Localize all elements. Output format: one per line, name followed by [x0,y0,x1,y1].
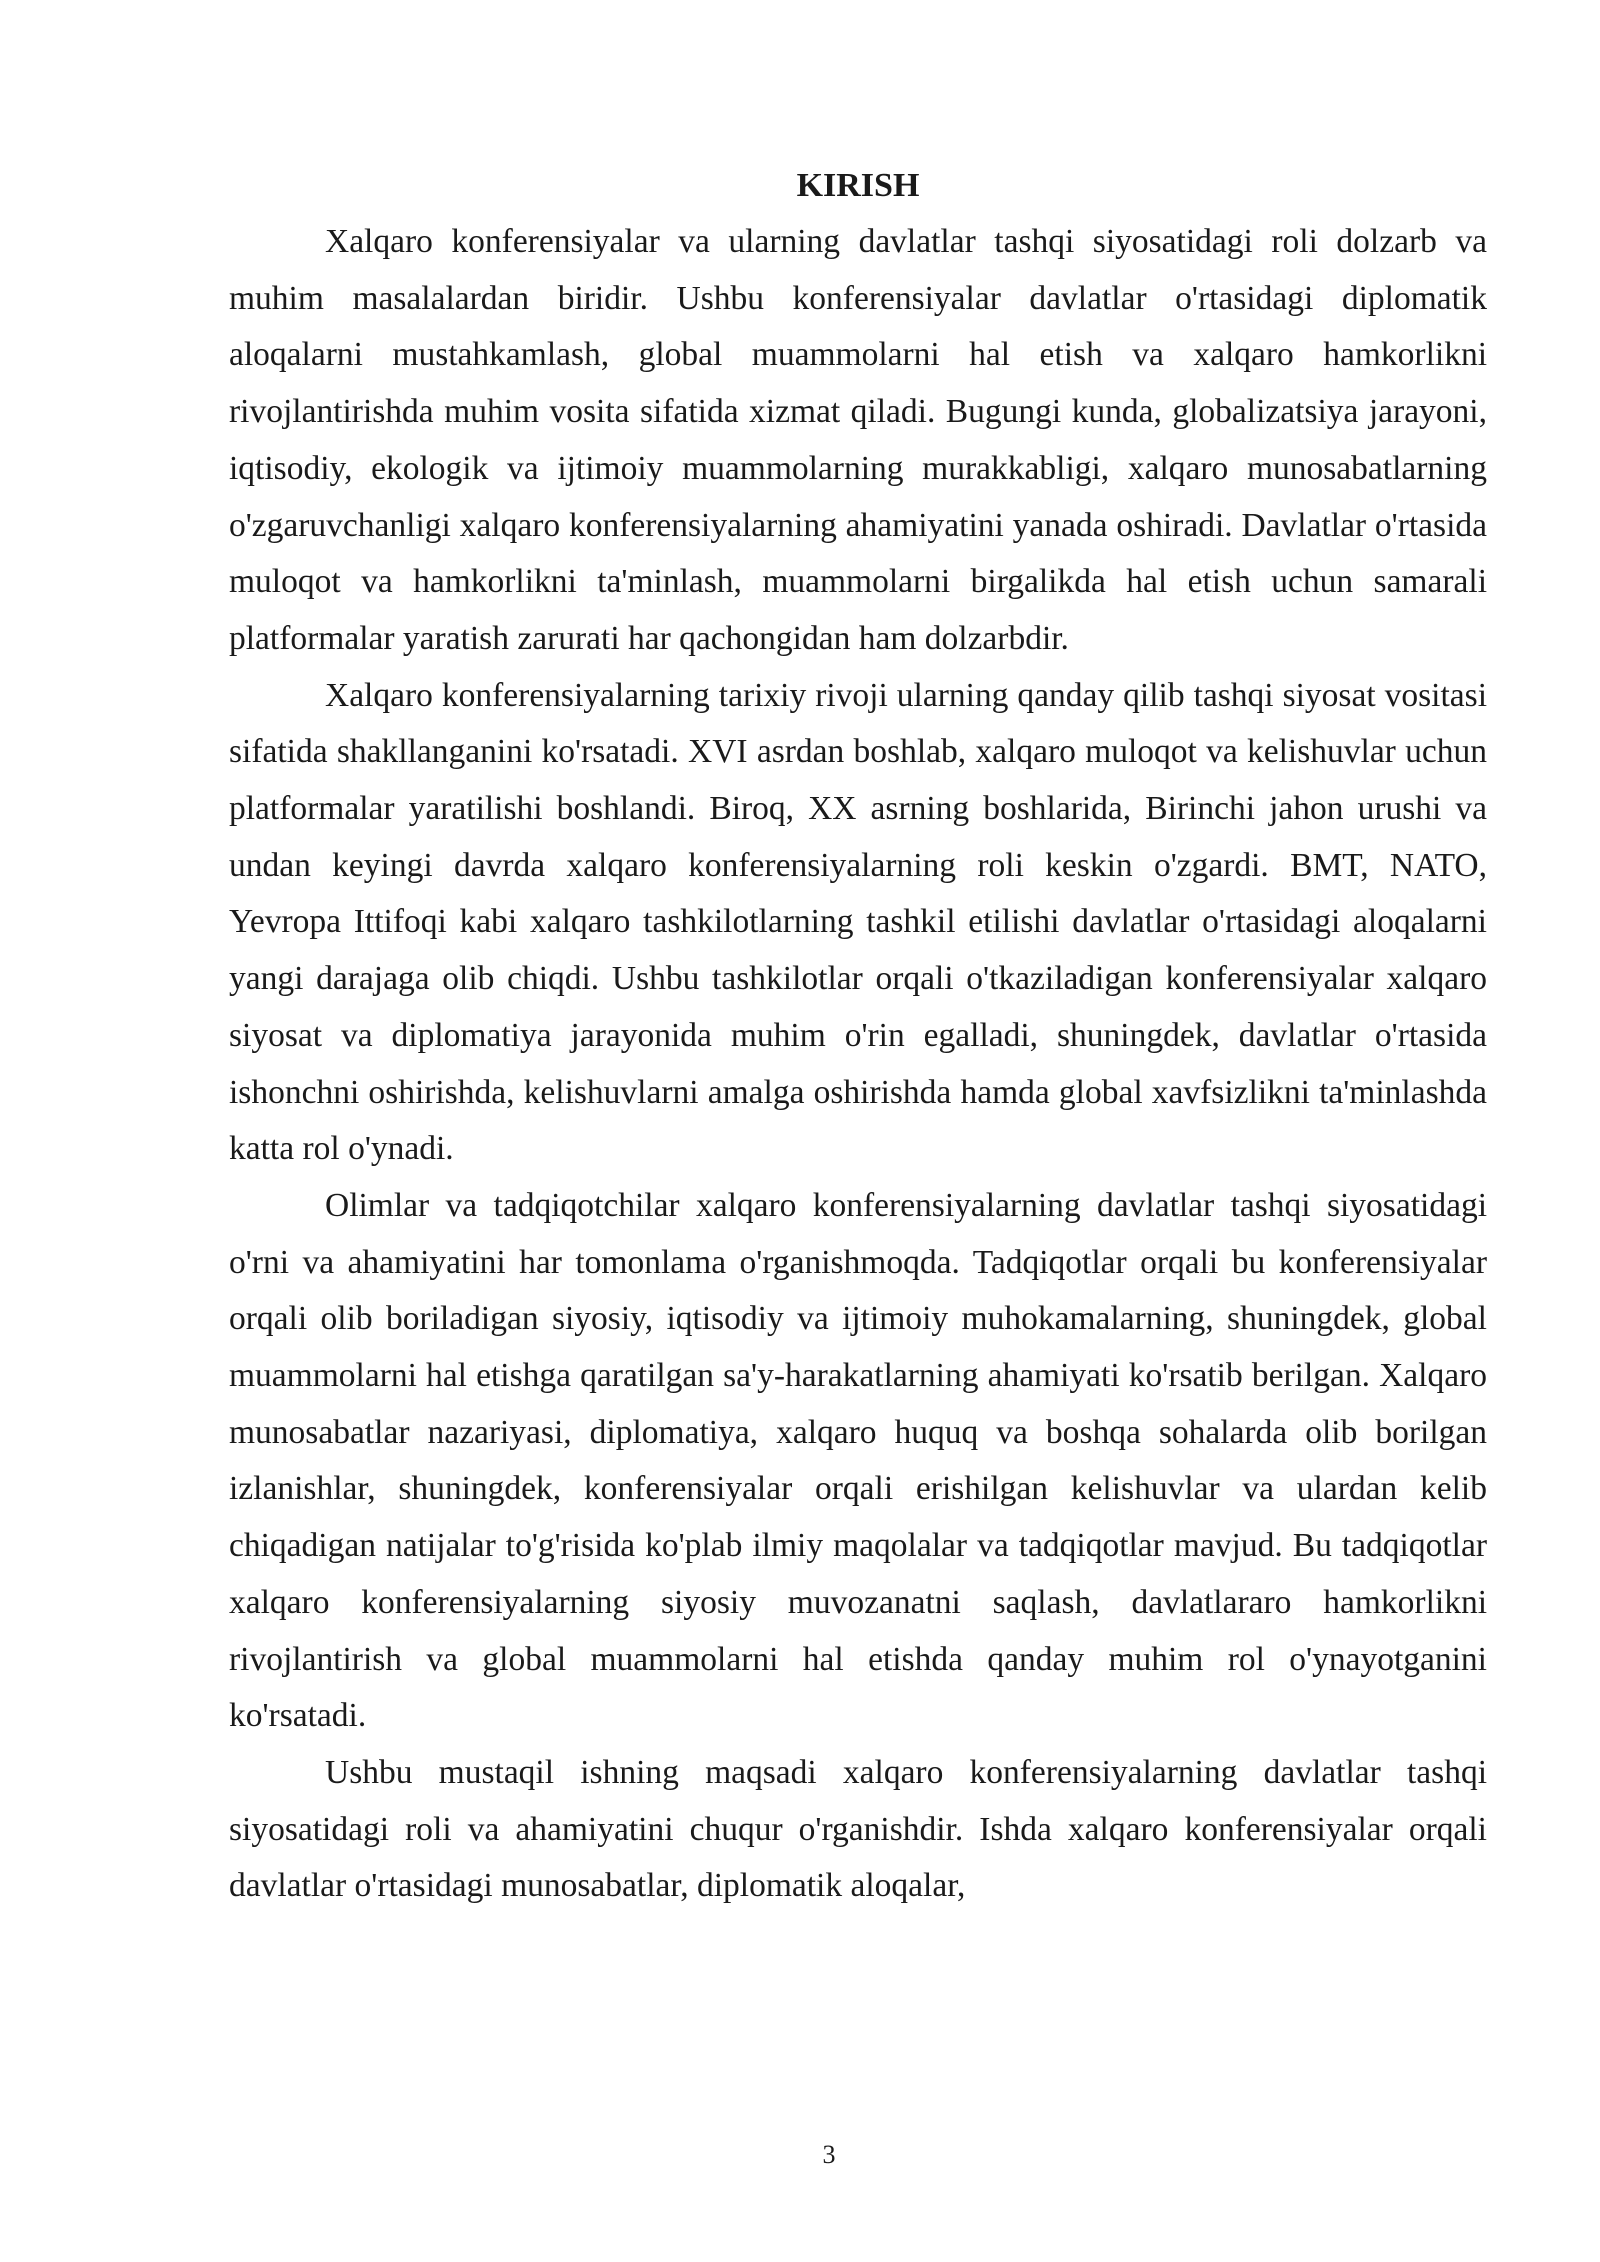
section-title: KIRISH [796,167,920,204]
paragraph-2: Xalqaro konferensiyalarning tarixiy rivoji ularning qanday qilib tashqi siyosat vositasi sifatida shakllanganini ko'rsatadi. XVI asrdan boshlab, xalqaro muloqot va kelishuvlar uchun platformalar yaratilishi boshlandi. Biroq, XX asrning boshlarida, Birinchi jahon urushi va undan keyingi davrda xalqaro konferensiyalarning roli keskin o'zgardi. BMT, NATO, Yevropa Ittifoqi kabi xalqaro tashkilotlarning tashkil etilishi davlatlar o'rtasidagi aloqalarni yangi darajaga olib chiqdi. Ushbu tashkilotlar orqali o'tkaziladigan konferensiyalar xalqaro siyosat va diplomatiya jarayonida muhim o'rin egalladi, shuningdek, davlatlar o'rtasida ishonchni oshirishda, kelishuvlarni amalga oshirishda hamda global xavfsizlikni ta'minlashda katta rol o'ynadi. [229,676,1487,1168]
page-number: 3 [822,2140,836,2169]
paragraph-4: Ushbu mustaqil ishning maqsadi xalqaro konferensiyalarning davlatlar tashqi siyosatidagi roli va ahamiyatini chuqur o'rganishdir. Ishda xalqaro konferensiyalar orqali davlatlar o'rtasidagi munosabatlar, diplomatik aloqalar, [229,1753,1487,1905]
paragraph-3: Olimlar va tadqiqotchilar xalqaro konferensiyalarning davlatlar tashqi siyosatidagi o'rni va ahamiyatini har tomonlama o'rganishmoqda. Tadqiqotlar orqali bu konferensiyalar orqali olib boriladigan siyosiy, iqtisodiy va ijtimoiy muhokamalarning, shuningdek, global muammolarni hal etishga qaratilgan sa'y-harakatlarning ahamiyati ko'rsatib berilgan. Xalqaro munosabatlar nazariyasi, diplomatiya, xalqaro huquq va boshqa sohalarda olib borilgan izlanishlar, shuningdek, konferensiyalar orqali erishilgan kelishuvlar va ulardan kelib chiqadigan natijalar to'g'risida ko'plab ilmiy maqolalar va tadqiqotlar mavjud. Bu tadqiqotlar xalqaro konferensiyalarning siyosiy muvozanatni saqlash, davlatlararo hamkorlikni rivojlantirish va global muammolarni hal etishda qanday muhim rol o'ynayotganini ko'rsatadi. [229,1186,1487,1735]
paragraph-1: Xalqaro konferensiyalar va ularning davlatlar tashqi siyosatidagi roli dolzarb va muhim masalalardan biridir. Ushbu konferensiyalar davlatlar o'rtasidagi diplomatik aloqalarni mustahkamlash, global muammolarni hal etish va xalqaro hamkorlikni rivojlantirishda muhim vosita sifatida xizmat qiladi. Bugungi kunda, globalizatsiya jarayoni, iqtisodiy, ekologik va ijtimoiy muammolarning murakkabligi, xalqaro munosabatlarning o'zgaruvchanligi xalqaro konferensiyalarning ahamiyatini yanada oshiradi. Davlatlar o'rtasida muloqot va hamkorlikni ta'minlash, muammolarni birgalikda hal etish uchun samarali platformalar yaratish zarurati har qachongidan ham dolzarbdir. [229,223,1487,657]
page-body [229,160,1487,1915]
